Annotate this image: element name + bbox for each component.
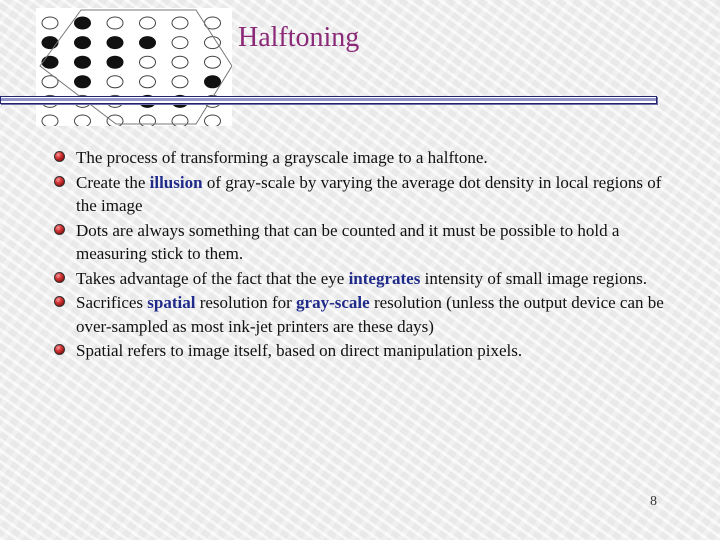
title-divider [0, 96, 657, 104]
bullet-icon [54, 344, 65, 355]
diamond-outline [40, 10, 232, 124]
filled-dot [42, 37, 58, 49]
halftone-logo [36, 8, 232, 126]
empty-dot [107, 76, 123, 88]
bullet-item [54, 171, 666, 218]
bullet-text: Takes advantage of the fact that the eye [76, 268, 349, 288]
empty-dot [172, 37, 188, 49]
empty-dot [172, 17, 188, 29]
bullet-item [54, 146, 666, 170]
bullet-text: resolution for [195, 293, 297, 312]
bullet-icon [54, 151, 65, 162]
empty-dot [107, 17, 123, 29]
bullet-icon [54, 296, 65, 307]
filled-dot [75, 17, 91, 29]
bullet-item [54, 219, 666, 266]
bullet-text: Spatial refers to image itself, based on direct manipulation pixels. [76, 341, 523, 360]
bullet-text: Dots are always something that can be counted and it must be possible to hold a measuring stick to them. [76, 220, 620, 263]
halftone-dot-grid-icon [36, 8, 232, 126]
highlighted-term: illusion [149, 172, 203, 192]
page-number: 8 [650, 494, 657, 509]
bullet-item [54, 267, 666, 291]
filled-dot [42, 56, 58, 68]
bullet-list [54, 146, 666, 364]
bullet-text: resolution (unless the output device can be over-sampled as most ink-jet printers are these days) [76, 293, 664, 336]
empty-dot [42, 115, 58, 126]
filled-dot [75, 76, 91, 88]
bullet-icon [54, 176, 65, 187]
filled-dot [205, 76, 221, 88]
filled-dot [107, 56, 123, 68]
empty-dot [140, 17, 156, 29]
empty-dot [205, 115, 221, 126]
empty-dot [172, 76, 188, 88]
bullet-text: Create the [76, 172, 150, 192]
highlighted-term: integrates [348, 268, 421, 288]
empty-dot [205, 56, 221, 68]
bullet-text: of gray-scale by varying the average dot density in local regions of the image [76, 172, 662, 215]
empty-dot [75, 115, 91, 126]
filled-dot [140, 37, 156, 49]
filled-dot [75, 56, 91, 68]
empty-dot [140, 56, 156, 68]
bullet-icon [54, 224, 65, 235]
empty-dot [140, 76, 156, 88]
empty-dot [205, 37, 221, 49]
bullet-text: intensity of small image regions. [420, 268, 647, 288]
bullet-item [54, 339, 666, 363]
slide-title: Halftoning [238, 22, 360, 53]
bullet-text: The process of transforming a grayscale image to a halftone. [76, 148, 488, 167]
empty-dot [172, 56, 188, 68]
bullet-text: Sacrifices [76, 293, 148, 312]
bullet-icon [54, 272, 65, 283]
empty-dot [42, 17, 58, 29]
highlighted-term: gray-scale [296, 293, 370, 312]
filled-dot [107, 37, 123, 49]
bullet-item [54, 291, 666, 338]
highlighted-term: spatial [147, 293, 196, 312]
filled-dot [75, 37, 91, 49]
